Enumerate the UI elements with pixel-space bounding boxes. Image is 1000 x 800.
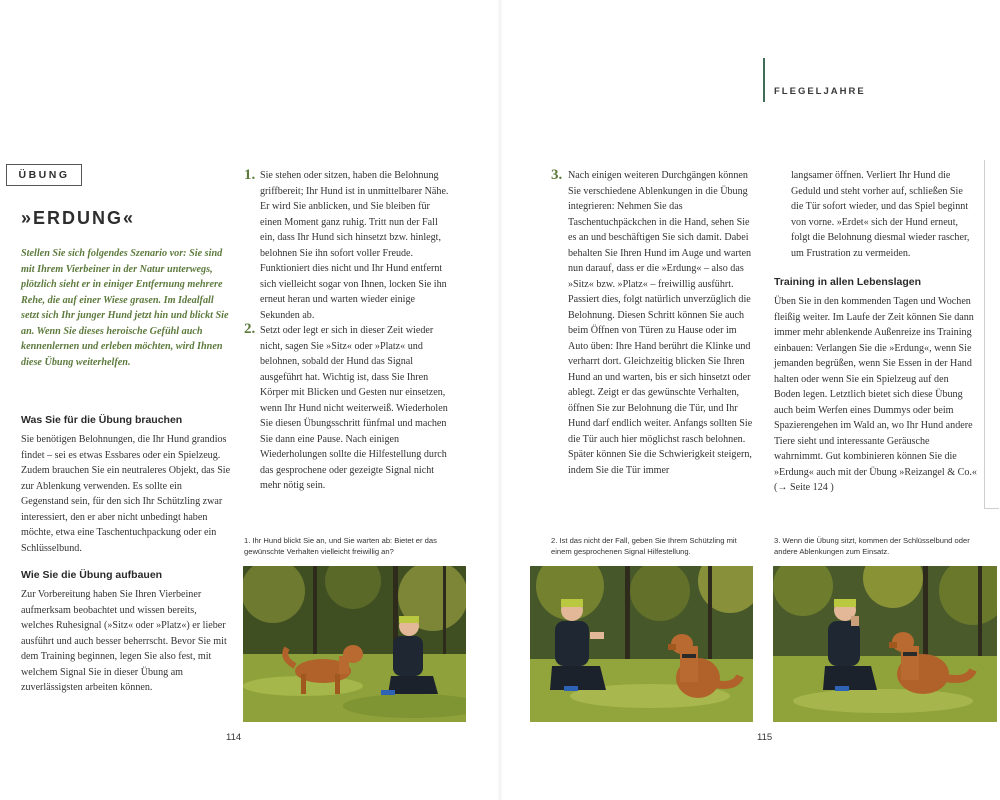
section-heading-materials: Was Sie für die Übung brauchen — [21, 414, 183, 426]
step-number-3: 3. — [551, 167, 563, 183]
running-head-rule — [763, 58, 765, 102]
section-text-training: Üben Sie in den kommenden Tagen und Wochen fleißig weiter. Im Laufe der Zeit können Sie dann immer mehr ablenkende Außenreize ins Training einbauen: Verlangen Sie die »Erdung«, wenn Sie jemanden begrüßen, wenn Sie Essen in der Hand halten oder wenn Sie ein Spielzeug auf den Boden legen. Letztlich bietet sich diese Übung auch beim Werfen eines Dummys oder beim Spazierengehen im Wald an, wo Ihr Hund andere Tiere sieht und interessante Geräusche wahrnimmt. Gut kombinieren können Sie die »Erdung« auch mit der Übung »Reizangel & Co.« (→ Seite 124 ) — [774, 296, 977, 493]
exercise-title: »ERDUNG« — [21, 208, 136, 228]
woman-kneeling-with-dog-photo — [243, 566, 466, 722]
section-heading-training: Training in allen Lebenslagen — [774, 276, 922, 288]
step-text-1: Sie stehen oder sitzen, haben die Belohnung griffbereit; Ihr Hund ist in unmittelbarer Nähe. Er wird Sie anblicken, und Sie bleiben für einen Moment ganz ruhig. Tritt nun der Fall ein, dass Ihr Hund sich hinsetzt bzw. hinlegt, belohnen Sie ihn sofort voller Freude. Funktioniert dies nicht und Ihr Hund entfernt sich vielleicht sogar von Ihnen, locken Sie ihn erneut heran und warten wieder einige Sekunden ab. — [260, 170, 449, 321]
side-tab — [984, 160, 999, 509]
step-number-1: 1. — [244, 167, 256, 183]
photo-caption-2: 2. Ist das nicht der Fall, geben Sie Ihrem Schützling mit einem gesprochenen Signal Hilfestellung. — [551, 536, 737, 556]
running-head: FLEGELJAHRE — [774, 86, 866, 97]
section-heading-setup: Wie Sie die Übung aufbauen — [21, 569, 163, 581]
woman-kneeling-signal-dog-photo — [530, 566, 753, 722]
page-number-left: 114 — [226, 732, 242, 743]
page-gutter — [497, 0, 503, 800]
photo-caption-3: 3. Wenn die Übung sitzt, kommen der Schlüsselbund oder andere Ablenkungen zum Einsatz. — [774, 536, 970, 556]
step-number-2: 2. — [244, 321, 256, 337]
woman-with-keys-and-dog-photo — [773, 566, 997, 722]
exercise-label-box: ÜBUNG — [6, 164, 82, 186]
step-text-2: Setzt oder legt er sich in dieser Zeit wieder nicht, sagen Sie »Sitz« oder »Platz« und belohnen, sobald der Hund das Signal ausgeführt hat. Wichtig ist, dass Sie Ihren Körper mit Blicken und Gesten nur einsetzen, wenn Ihr Hund nicht weiterweiß. Wiederholen Sie diesen Übungsschritt fünfmal und machen Sie dann eine Pause. Nach einigen Wiederholungen sollte die Hilfestellung durch das gesprochene oder gezeigte Signal nicht mehr nötig sein. — [260, 325, 448, 491]
step-text-3-continued: langsamer öffnen. Verliert Ihr Hund die Geduld und steht vorher auf, schließen Sie die Tür sofort wieder, und das Spiel beginnt von vorne. »Erdet« sich der Hund erneut, folgt die Belohnung diesmal wieder rascher, um Frustration zu vermeiden. — [791, 170, 970, 259]
section-text-materials: Sie benötigen Belohnungen, die Ihr Hund grandios findet – sei es etwas Essbares oder ein Spielzeug. Zudem brauchen Sie ein neutraleres Objekt, das Sie zur Ablenkung verwenden. Es sollte ein Gegenstand sein, für den sich Ihr Schützling zwar interessiert, den er aber nicht unbedingt haben möchte, etwa eine Taschentuchpackung oder ein Schlüsselbund. — [21, 434, 231, 554]
photo-caption-1: 1. Ihr Hund blickt Sie an, und Sie warten ab: Bietet er das gewünschte Verhalten vielleicht freiwillig an? — [244, 536, 437, 556]
section-text-setup: Zur Vorbereitung haben Sie Ihren Vierbeiner aufmerksam beobachtet und wissen bereits, welches Ruhesignal (»Sitz« oder »Platz«) er lieber ausführt und auch besser beherrscht. Bevor Sie mit dem Training beginnen, legen Sie also fest, mit welchem Signal Sie in dieser Übung am zuverlässigsten arbeiten können. — [21, 589, 227, 693]
step-text-3: Nach einigen weiteren Durchgängen können Sie verschiedene Ablenkungen in die Übung integrieren: Nehmen Sie das Taschentuchpäckchen in die Hand, sehen Sie es an und beschäftigen Sie sich damit. Dabei behalten Sie Ihren Hund im Auge und warten nun darauf, dass er die »Erdung« – also das »Sitz« bzw. »Platz« – freiwillig ausführt. Passiert dies, folgt natürlich unverzüglich die Belohnung. Diesen Schritt können Sie auch beim Öffnen von Türen zu Hause oder im Auto üben: Ihre Hand berührt die Klinke und verharrt dort. Gleichzeitig blicken Sie Ihren Hund an und warten, bis er sich hinsetzt oder ablegt. Zeigt er das gewünschte Verhalten, öffnen Sie zur Belohnung die Tür, und Ihr Hund darf endlich weiter. Anfangs sollten Sie die Tür auch hier möglichst rasch belohnen. Später können Sie die Schwierigkeit steigern, indem Sie die Tür immer — [568, 170, 753, 476]
page-number-right: 115 — [757, 732, 773, 743]
intro-text: Stellen Sie sich folgendes Szenario vor: Sie sind mit Ihrem Vierbeiner in der Natur unterwegs, plötzlich sieht er in einiger Entfernung mehrere Rehe, die auf einer Wiese grasen. Im Idealfall setzt sich Ihr junger Hund jetzt hin und blickt Sie an. Wenn Sie dieses heroische Gefühl auch kennenlernen und erleben möchten, wird Ihnen diese Übung weiterhelfen. — [21, 248, 229, 368]
